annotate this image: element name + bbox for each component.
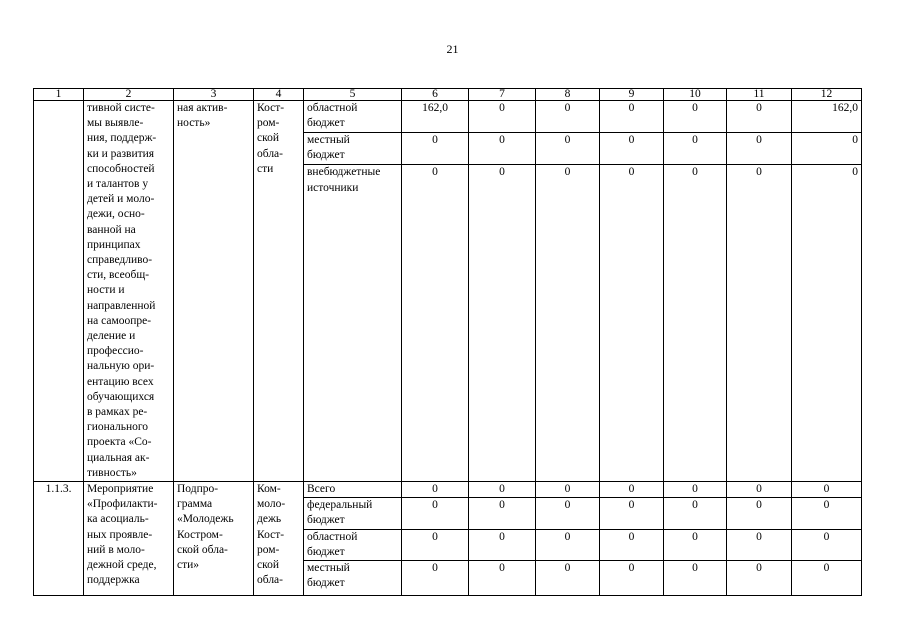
- value-cell: 162,0: [402, 101, 469, 133]
- value-cell: 0: [792, 165, 862, 482]
- table-row: [34, 101, 862, 133]
- value-cell: 0: [469, 561, 536, 596]
- value-cell: 0: [469, 133, 536, 165]
- executor-cell: Кост- ром- ской обла- сти: [254, 101, 304, 482]
- value-cell: 0: [727, 498, 792, 529]
- header-cell: 5: [304, 89, 402, 101]
- value-cell: 0: [600, 561, 664, 596]
- value-cell: 0: [469, 498, 536, 529]
- value-cell: 0: [402, 165, 469, 482]
- header-cell: 10: [664, 89, 727, 101]
- value-cell: 0: [664, 165, 727, 482]
- funding-source-cell: областной бюджет: [304, 101, 402, 133]
- item-number-cell: 1.1.3.: [34, 482, 84, 596]
- value-cell: 0: [727, 561, 792, 596]
- header-cell: 1: [34, 89, 84, 101]
- funding-source-cell: местный бюджет: [304, 133, 402, 165]
- value-cell: 0: [664, 482, 727, 498]
- item-number-cell: [34, 101, 84, 482]
- value-cell: 0: [600, 529, 664, 560]
- page-number: 21: [446, 42, 459, 56]
- value-cell: 0: [600, 165, 664, 482]
- table-row: [34, 482, 862, 498]
- value-cell: 0: [536, 561, 600, 596]
- value-cell: 0: [469, 101, 536, 133]
- header-cell: 11: [727, 89, 792, 101]
- program-cell: Подпро- грамма «Молодежь Костром- ской обла- сти»: [174, 482, 254, 596]
- value-cell: 0: [727, 529, 792, 560]
- value-cell: 0: [664, 561, 727, 596]
- value-cell: 0: [402, 133, 469, 165]
- value-cell: 0: [727, 133, 792, 165]
- funding-source-cell: областной бюджет: [304, 529, 402, 560]
- value-cell: 0: [600, 133, 664, 165]
- header-cell: 3: [174, 89, 254, 101]
- value-cell: 0: [469, 165, 536, 482]
- value-cell: 0: [792, 561, 862, 596]
- value-cell: 0: [469, 482, 536, 498]
- executor-cell: Ком- моло- дежь Кост- ром- ской обла-: [254, 482, 304, 596]
- value-cell: 0: [402, 482, 469, 498]
- value-cell: 0: [727, 101, 792, 133]
- funding-source-cell: местный бюджет: [304, 561, 402, 596]
- value-cell: 0: [536, 482, 600, 498]
- value-cell: 0: [727, 482, 792, 498]
- header-cell: 7: [469, 89, 536, 101]
- header-cell: 8: [536, 89, 600, 101]
- value-cell: 0: [600, 101, 664, 133]
- value-cell: 0: [402, 498, 469, 529]
- header-cell: 9: [600, 89, 664, 101]
- value-cell: 0: [664, 101, 727, 133]
- header-cell: 12: [792, 89, 862, 101]
- measure-name-cell: тивной систе- мы выявле- ния, поддерж- ки и развития способностей и талантов у детей и моло- дежи, осно- ванной на принципах справедливо- сти, всеобщ- ности и направленной на самоопре- деление и профессио- нальную ори- ентацию всех обучающихся в рамках ре- гионального проекта «Со- циальная ак- тивность»: [84, 101, 174, 482]
- value-cell: 0: [402, 561, 469, 596]
- funding-source-cell: Всего: [304, 482, 402, 498]
- value-cell: 0: [792, 133, 862, 165]
- value-cell: 0: [792, 529, 862, 560]
- value-cell: 0: [727, 165, 792, 482]
- value-cell: 0: [536, 133, 600, 165]
- funding-source-cell: федеральный бюджет: [304, 498, 402, 529]
- value-cell: 0: [664, 133, 727, 165]
- header-cell: 4: [254, 89, 304, 101]
- funding-table: [33, 88, 862, 596]
- value-cell: 0: [600, 498, 664, 529]
- value-cell: 0: [536, 498, 600, 529]
- column-number-header: [34, 89, 862, 101]
- funding-source-cell: внебюджетные источники: [304, 165, 402, 482]
- value-cell: 0: [536, 165, 600, 482]
- value-cell: 0: [600, 482, 664, 498]
- value-cell: 0: [664, 498, 727, 529]
- value-cell: 162,0: [792, 101, 862, 133]
- value-cell: 0: [792, 498, 862, 529]
- header-cell: 6: [402, 89, 469, 101]
- value-cell: 0: [536, 101, 600, 133]
- value-cell: 0: [664, 529, 727, 560]
- value-cell: 0: [469, 529, 536, 560]
- value-cell: 0: [536, 529, 600, 560]
- header-cell: 2: [84, 89, 174, 101]
- measure-name-cell: Мероприятие «Профилакти- ка асоциаль- ных проявле- ний в моло- дежной среде, поддержка: [84, 482, 174, 596]
- program-cell: ная актив- ность»: [174, 101, 254, 482]
- value-cell: 0: [792, 482, 862, 498]
- value-cell: 0: [402, 529, 469, 560]
